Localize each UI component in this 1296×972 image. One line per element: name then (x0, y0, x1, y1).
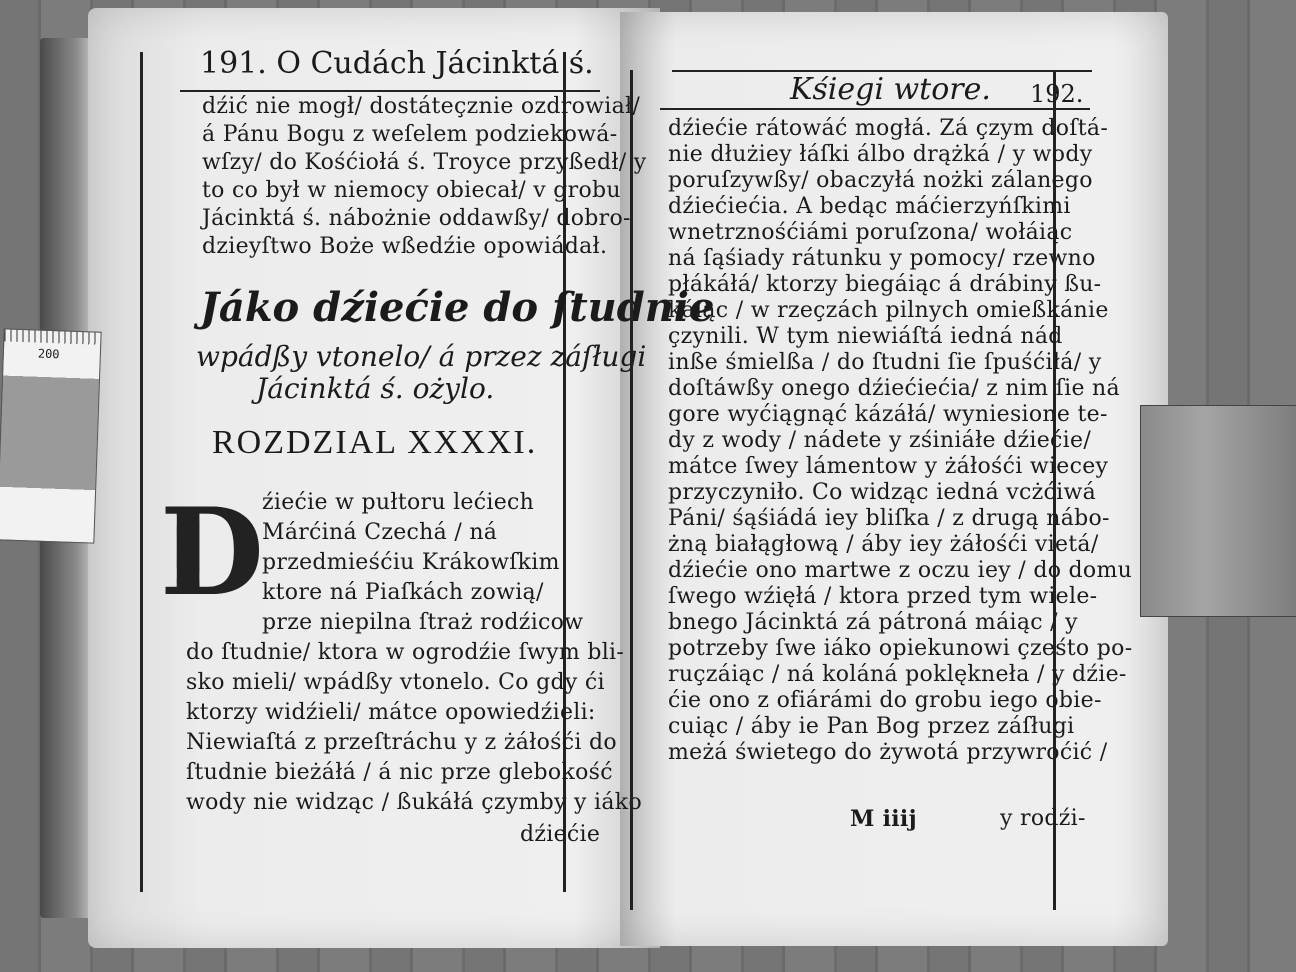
text-line: cuiąc / áby ie Pan Bog przez záſługi (668, 714, 1075, 739)
page-number: 192. (1030, 80, 1084, 108)
text-line: to co był w niemocy obiecał/ v grobu (202, 178, 621, 203)
text-line: poruſzywßy/ obaczyłá nożki zálanego (668, 168, 1093, 193)
left-header-rule (180, 90, 600, 92)
chapter-title: Jáko dźiećie do ſtudnie (200, 284, 715, 331)
text-line: ćie ono z ofiárámi do grobu iego obie- (668, 688, 1102, 713)
text-line: á Pánu Bogu z weſelem podziekowá- (202, 122, 618, 147)
text-line: ktore ná Piaſkách zowią/ (262, 580, 544, 605)
text-line: Páni/ śąśiádá iey bliſka / z drugą nábo- (668, 506, 1110, 531)
text-line: przedmieśćiu Krákowſkim (262, 550, 560, 575)
right-page-header: Kśiegi wtore. (790, 72, 991, 107)
signature-mark: M iiij (850, 806, 917, 832)
text-line: meżá świetego do żywotá przywroćić / (668, 740, 1108, 765)
decorated-initial: D (160, 482, 265, 623)
text-line: ſtudnie bieżáłá / á nic prze glebokość (186, 760, 613, 785)
text-line: dźiećiećia. A bedąc máćierzyńſkimi (668, 194, 1071, 219)
text-line: wſzy/ do Kośćiołá ś. Troyce przyßedł/ y (202, 150, 647, 175)
text-line: dzieyſtwo Boże wßedźie opowiádał. (202, 234, 608, 259)
text-line: przyczyniło. Co widząc iedná vcżćiwá (668, 480, 1097, 505)
ruler-label: 200 (37, 346, 60, 362)
text-line: dy z wody / nádete y zśiniáłe dźiećie/ (668, 428, 1092, 453)
left-page-header: 191. O Cudách Jácinktá ś. (200, 46, 594, 81)
text-line: dźiećie rátowáć mogłá. Zá çzym doſtá- (668, 116, 1109, 141)
text-line: do ſtudnie/ ktora w ogrodźie ſwym bli- (186, 640, 625, 665)
text-line: dźić nie mogł/ dostáteçznie ozdrowiał/ (202, 94, 641, 119)
catchword: y rodźi- (1000, 806, 1086, 831)
text-line: Márćiná Czechá / ná (262, 520, 498, 545)
text-line: wody nie widząc / ßukáłá çzymby y iáko (186, 790, 642, 815)
text-line: wnetrznośćiámi poruſzona/ wołáiąc (668, 220, 1073, 245)
text-line: inße śmielßa / do ſtudni ſie ſpuśćiłá/ y (668, 350, 1102, 375)
text-line: potrzeby ſwe iáko opiekunowi çześto po- (668, 636, 1133, 661)
chapter-subtitle-2: Jácinktá ś. ożylo. (256, 372, 495, 405)
text-line: żną białągłową / áby iey żáłośći vietá/ (668, 532, 1099, 557)
wooden-page-weight (1140, 405, 1296, 617)
text-line: ktorzy widźieli/ mátce opowiedźieli: (186, 700, 596, 725)
text-line: prze niepilna ſtraż rodźicow (262, 610, 584, 635)
right-header-rule (660, 108, 1090, 110)
text-line: Niewiaſtá z przeſtráchu y z żáłośći do (186, 730, 617, 755)
text-line: mátce ſwey lámentow y żáłośći wiecey (668, 454, 1109, 479)
text-line: bnego Jácinktá zá pátroná máiąc / y (668, 610, 1078, 635)
measuring-ruler (0, 328, 102, 543)
text-line: ná ſąśiady rátunku y pomocy/ rzewno (668, 246, 1096, 271)
chapter-number: ROZDZIAL XXXXI. (212, 424, 538, 461)
chapter-subtitle-1: wpádßy vtonelo/ á przez záſługi (196, 340, 647, 373)
catchword: dźiećie (520, 822, 601, 847)
text-line: gore wyćiągnąć kázáłá/ wyniesione te- (668, 402, 1108, 427)
text-line: ſwego wźięłá / ktora przed tym wiele- (668, 584, 1098, 609)
text-line: źiećie w pułtoru lećiech (262, 490, 535, 515)
text-line: doſtáwßy onego dźiećiećia/ z nim ſie ná (668, 376, 1120, 401)
text-line: płákáłá/ ktorzy biegáiąc á drábiny ßu- (668, 272, 1102, 297)
text-line: Jácinktá ś. nábożnie oddawßy/ dobro- (202, 206, 631, 231)
text-line: sko mieli/ wpádßy vtonelo. Co gdy ći (186, 670, 605, 695)
text-line: káiąc / w rzeçzách pilnych omießkánie (668, 298, 1109, 323)
text-line: dźiećie ono martwe z oczu iey / do domu (668, 558, 1133, 583)
text-line: nie dłużiey łáſki álbo drążká / y wody (668, 142, 1093, 167)
text-line: ruçzáiąc / ná koláná poklękneła / y dźie- (668, 662, 1127, 687)
ruler-ticks (4, 329, 100, 344)
text-line: çzynili. W tym niewiáſtá iedná nád (668, 324, 1063, 349)
